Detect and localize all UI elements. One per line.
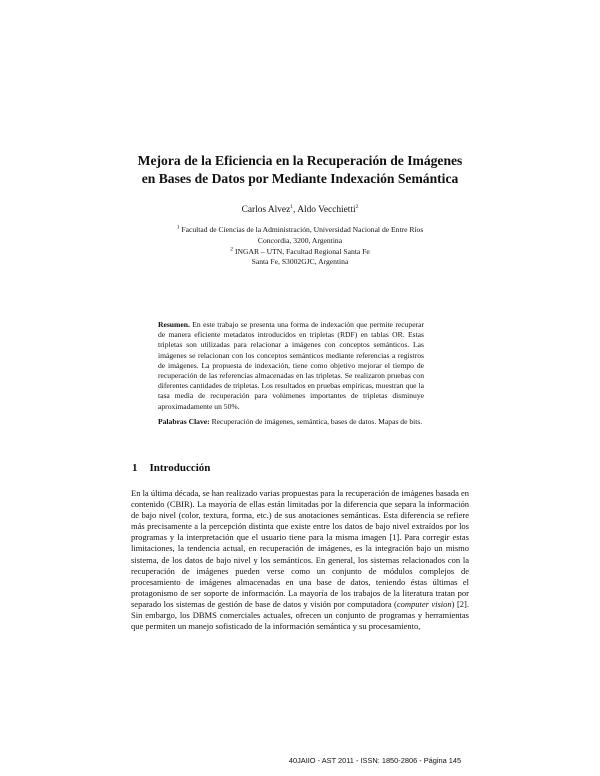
paper-title-line-1: Mejora de la Eficiencia en la Recuperación de Imágenes xyxy=(137,153,463,168)
keywords-label: Palabras Clave: xyxy=(158,417,210,426)
author-separator: , xyxy=(293,205,298,215)
affiliation-2-line-1: INGAR – UTN, Facultad Regional Santa Fe xyxy=(233,246,370,256)
abstract xyxy=(158,320,424,412)
section-number: 1 xyxy=(132,462,138,474)
paper-title-line-2: en Bases de Datos por Mediante Indexación Semántica xyxy=(141,171,459,186)
keywords xyxy=(158,417,424,427)
section-heading-introduction xyxy=(132,461,210,475)
author-1-affiliation-mark: 1 xyxy=(290,203,294,210)
affiliation-1-mark: 1 xyxy=(176,224,180,231)
abstract-label: Resumen. xyxy=(158,320,190,329)
page-footer: 40JAIIO - AST 2011 - ISSN: 1850-2806 - Página 145 xyxy=(288,756,462,765)
introduction-paragraph xyxy=(131,488,469,632)
author-2: Aldo Vecchietti xyxy=(297,205,356,215)
keywords-text: Recuperación de imágenes, semántica, bases de datos. Mapas de bits. xyxy=(209,417,423,426)
author-list xyxy=(0,204,600,216)
affiliation-1-line-2: Concordia, 3200, Argentina xyxy=(257,235,343,245)
affiliation-2-mark: 2 xyxy=(230,246,234,253)
introduction-text-part-1: En la última década, se han realizado varias propuestas para la recuperación de imágenes basada en contenido (CBIR). La mayoría de ellas están limitadas por la diferencia que separa la información de bajo nivel (color, textura, forma, etc.) de sus anotaciones semánticas. Esta diferencia se refiere más precisamente a la percepción distinta que existe entre los datos de bajo nivel extraídos por los programas y la interpretación que el usuario tiene para la misma imagen [1]. Para corregir estas limitaciones, la tendencia actual, en recuperación de imágenes, es la integración bajo un mismo sistema, de los datos de bajo nivel y los semánticos. En general, los sistemas relacionados con la recuperación de imágenes pueden verse como un conjunto de módulos complejos de procesamiento de imágenes almacenadas en una base de datos, teniendo éstas últimas el protagonismo de ser soporte de información. La mayoría de los trabajos de la literatura tratan por separado los sistemas de gestión de base de datos y visión por computadora ( xyxy=(131,488,469,609)
affiliation-2 xyxy=(160,247,440,258)
introduction-text-part-2: ) [2]. Sin embargo, los DBMS comerciales actuales, ofrecen un conjunto de programas y herramientas que permiten un manejo sofisticado de la información semántica y su procesamiento, xyxy=(131,598,469,632)
affiliation-2-line-2: Santa Fe, S3002GJC, Argentina xyxy=(251,257,349,267)
affiliations xyxy=(160,225,440,268)
author-2-affiliation-mark: 2 xyxy=(355,203,359,210)
affiliation-1-line-1: Facultad de Ciencias de la Administración, Universidad Nacional de Entre Ríos xyxy=(179,225,424,234)
paper-title xyxy=(120,152,480,188)
author-1: Carlos Alvez xyxy=(241,205,291,215)
affiliation-1 xyxy=(160,225,440,236)
introduction-text-italic: computer vision xyxy=(396,598,452,609)
abstract-text: En este trabajo se presenta una forma de indexación que permite recuperar de manera eficiente metadatos introducidos en tripletas (RDF) en tablas OR. Estas tripletas son utilizadas para relacionar a imágenes con conceptos semánticos. Las imágenes se relacionan con los conceptos semánticos mediante referencias a registros de imágenes. La propuesta de indexación, tiene como objetivo mejorar el tiempo de recuperación de las referencias almacenadas en las tripletas. Se realizaron pruebas con diferentes cantidades de tripletas. Los resultados en pruebas empíricas, muestran que la tasa media de recuperación para volúmenes importantes de tripletas disminuye aproximadamente un 50%. xyxy=(158,320,424,411)
section-title: Introducción xyxy=(149,462,211,474)
